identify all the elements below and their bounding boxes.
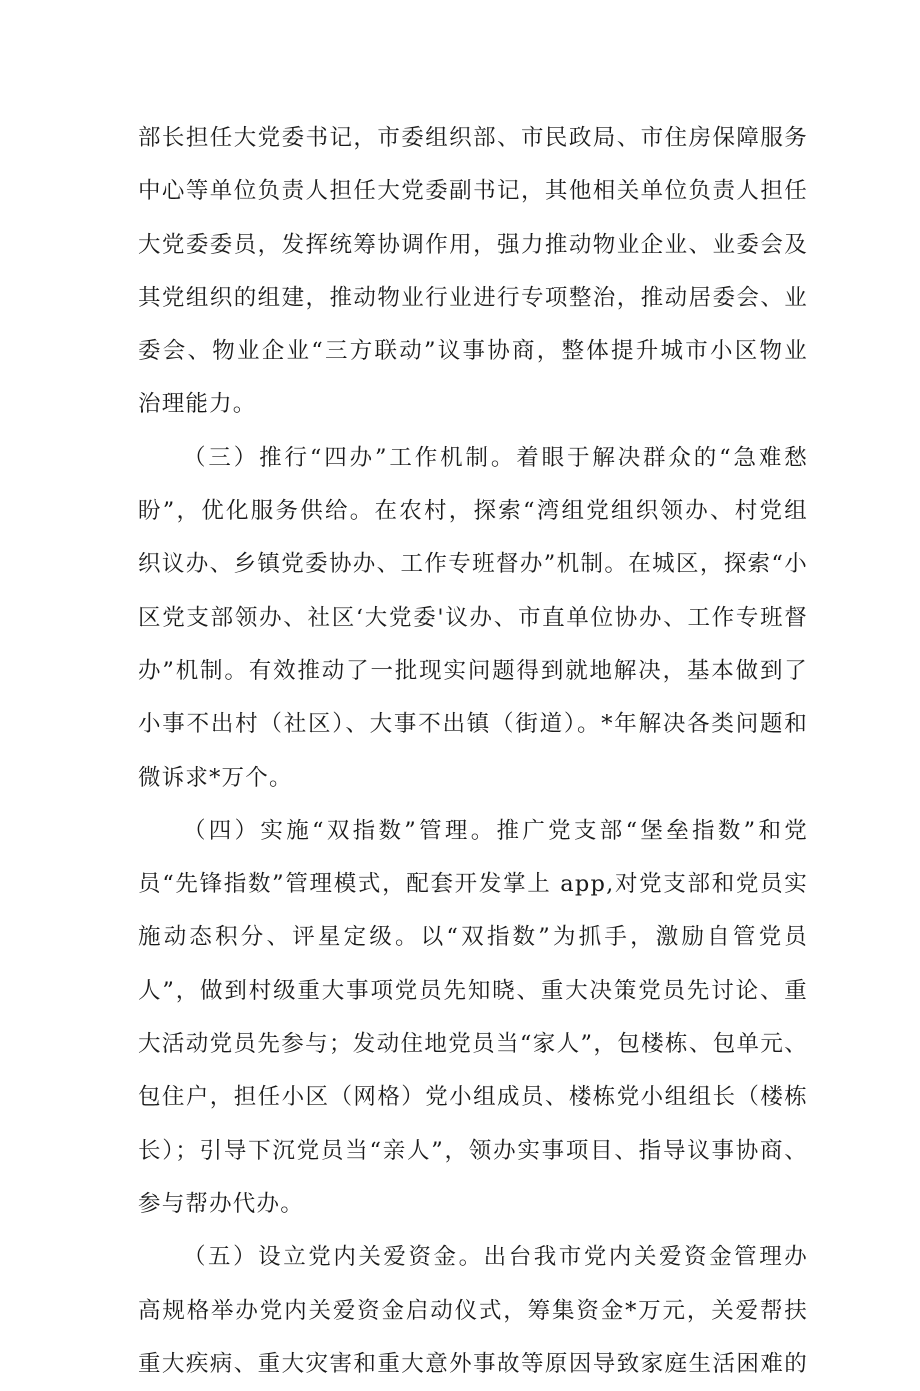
section-heading-line: （五）设立党内关爱资金。出台我市党内关爱资金管理办 — [183, 1244, 808, 1271]
text-line: 办”机制。有效推动了一批现实问题得到就地解决，基本做到了 — [138, 657, 808, 684]
text-line: 重大疾病、重大灾害和重大意外事故等原因导致家庭生活困难的 — [138, 1350, 808, 1377]
text-line: 施动态积分、评星定级。以“双指数”为抓手，激励自管党员 — [138, 924, 808, 951]
text-line: 委会、物业企业“三方联动”议事协商，整体提升城市小区物业 — [138, 338, 808, 365]
text-line: 微诉求*万个。 — [138, 764, 293, 791]
text-line: 织议办、乡镇党委协办、工作专班督办”机制。在城区，探索“小 — [138, 551, 808, 578]
text-line: 包住户，担任小区（网格）党小组成员、楼栋党小组组长（楼栋 — [138, 1084, 808, 1111]
text-line: 高规格举办党内关爱资金启动仪式，筹集资金*万元，关爱帮扶 — [138, 1297, 808, 1324]
text-line: 小事不出村（社区）、大事不出镇（街道）。*年解决各类问题和 — [138, 711, 808, 738]
text-line: 长）；引导下沉党员当“亲人”，领办实事项目、指导议事协商、 — [138, 1137, 808, 1164]
text-line: 区党支部领办、社区‘大党委'议办、市直单位协办、工作专班督 — [138, 604, 808, 631]
text-line: 中心等单位负责人担任大党委副书记，其他相关单位负责人担任 — [138, 178, 808, 205]
text-line: 盼”，优化服务供给。在农村，探索“湾组党组织领办、村党组 — [138, 498, 808, 525]
section-heading-line: （四）实施“双指数”管理。推广党支部“堡垒指数”和党 — [183, 817, 808, 844]
text-line: 治理能力。 — [138, 391, 257, 418]
text-line: 大活动党员先参与；发动住地党员当“家人”，包楼栋、包单元、 — [138, 1031, 808, 1058]
text-line: 大党委委员，发挥统筹协调作用，强力推动物业企业、业委会及 — [138, 231, 808, 258]
body-text — [138, 112, 808, 1391]
text-line: 其党组织的组建，推动物业行业进行专项整治，推动居委会、业 — [138, 284, 808, 311]
text-line: 部长担任大党委书记，市委组织部、市民政局、市住房保障服务 — [138, 125, 808, 151]
text-line: 人”，做到村级重大事项党员先知晓、重大决策党员先讨论、重 — [138, 977, 808, 1004]
text-line: 参与帮办代办。 — [138, 1190, 304, 1217]
text-line: 员“先锋指数”管理模式，配套开发掌上 app,对党支部和党员实 — [138, 871, 808, 898]
section-heading-line: （三）推行“四办”工作机制。着眼于解决群众的“急难愁 — [183, 444, 808, 471]
